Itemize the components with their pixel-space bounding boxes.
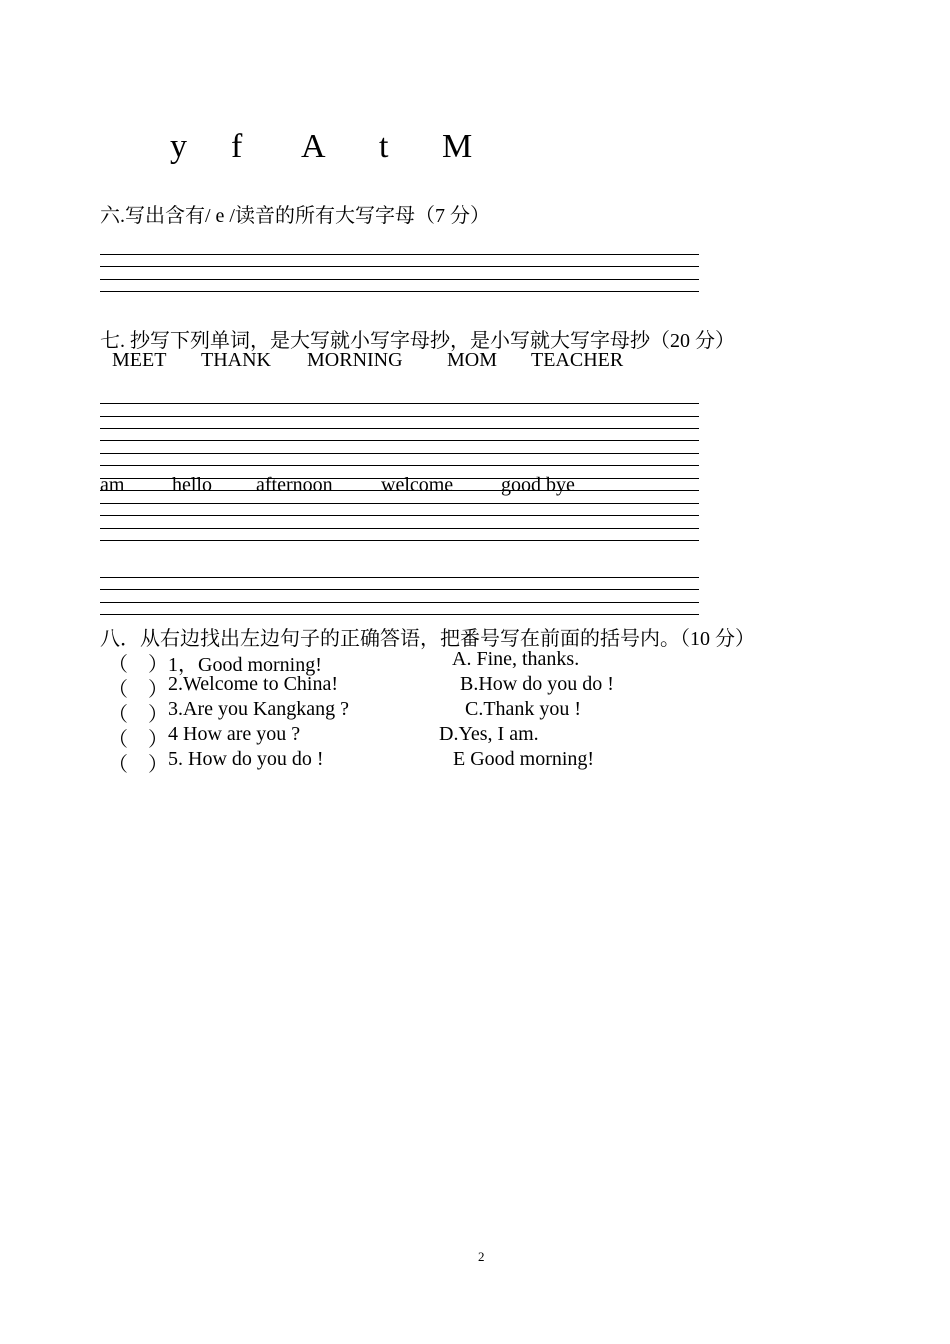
q8-right-A: A. Fine, thanks.	[452, 648, 580, 670]
writing-line	[100, 440, 699, 441]
answer-bracket[interactable]: （ ）	[108, 704, 168, 726]
writing-line	[100, 428, 699, 429]
letter-M: M	[442, 128, 473, 165]
word-good-bye: good bye	[501, 474, 575, 496]
writing-line	[100, 589, 699, 590]
word-mom: MOM	[447, 349, 498, 371]
writing-line	[100, 614, 699, 615]
writing-line	[100, 465, 699, 466]
answer-bracket[interactable]: （ ）	[108, 679, 168, 701]
q8-right-E: E Good morning!	[453, 748, 595, 770]
answer-bracket[interactable]: （ ）	[108, 729, 168, 751]
letter-f: f	[231, 128, 243, 165]
writing-line	[100, 577, 699, 578]
writing-line	[100, 254, 699, 255]
letter-y: y	[170, 128, 187, 165]
answer-bracket[interactable]: （ ）	[108, 754, 168, 776]
q8-left-5: 5. How do you do !	[168, 748, 324, 770]
writing-line	[100, 266, 699, 267]
word-afternoon: afternoon	[256, 474, 333, 496]
page-number: 2	[478, 1249, 485, 1264]
q7-title: 七. 抄写下列单词，是大写就小写字母抄，是小写就大写字母抄（20 分）	[100, 330, 735, 352]
letter-A: A	[301, 128, 326, 165]
writing-line	[100, 503, 699, 504]
q8-left-3: 3.Are you Kangkang ?	[168, 698, 350, 720]
q8-title: 八．从右边找出左边句子的正确答语，把番号写在前面的括号内。（10 分）	[100, 628, 755, 650]
writing-line	[100, 279, 699, 280]
writing-line	[100, 291, 699, 292]
writing-line	[100, 515, 699, 516]
writing-line	[100, 528, 699, 529]
q8-left-2: 2.Welcome to China!	[168, 673, 339, 695]
writing-line	[100, 453, 699, 454]
q8-left-1: 1，Good morning!	[168, 654, 322, 676]
writing-line	[100, 540, 699, 541]
word-thank: THANK	[201, 349, 271, 371]
q8-right-B: B.How do you do !	[460, 673, 614, 695]
q8-right-C: C.Thank you !	[465, 698, 582, 720]
writing-line	[100, 416, 699, 417]
word-teacher: TEACHER	[531, 349, 624, 371]
q6-title: 六.写出含有/ e /读音的所有大写字母（7 分）	[100, 205, 490, 227]
q8-left-4: 4 How are you ?	[168, 723, 301, 745]
word-welcome: welcome	[381, 474, 454, 496]
writing-line	[100, 602, 699, 603]
word-morning: MORNING	[307, 349, 403, 371]
answer-bracket[interactable]: （ ）	[108, 654, 168, 676]
q8-right-D: D.Yes, I am.	[439, 723, 539, 745]
letter-t: t	[379, 128, 389, 165]
writing-line	[100, 403, 699, 404]
word-am: am	[100, 474, 125, 496]
word-meet: MEET	[112, 349, 167, 371]
word-hello: hello	[172, 474, 212, 496]
